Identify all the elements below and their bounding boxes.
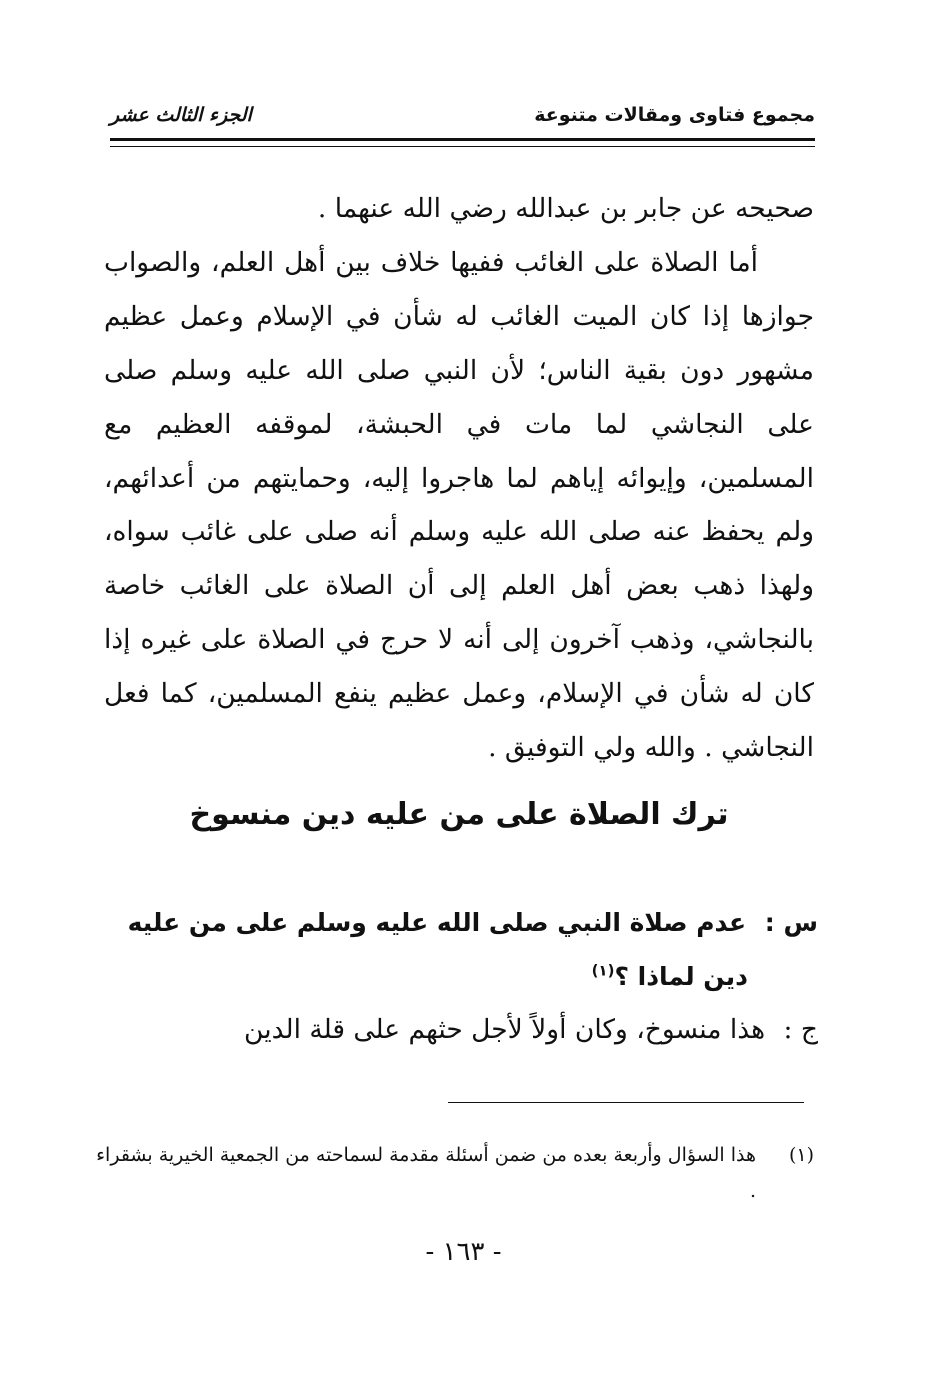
- question-line-1: [98, 896, 818, 950]
- answer-line-1: [98, 1004, 818, 1056]
- question: [98, 896, 818, 1004]
- body-text: [104, 182, 814, 775]
- answer-text: هذا منسوخ، وكان أولاً لأجل حثهم على قلة الدين: [244, 1014, 766, 1045]
- answer: [98, 1004, 818, 1056]
- question-prefix: س :: [764, 908, 818, 937]
- header-rule-thin: [110, 146, 815, 147]
- question-line-2: [98, 950, 818, 1004]
- page-number: - ١٦٣ -: [425, 1237, 502, 1267]
- volume-label: الجزء الثالث عشر: [110, 104, 252, 126]
- running-header: [110, 100, 815, 134]
- question-text-line-2: دين لماذا ؟: [614, 962, 748, 991]
- footnote-number: (١): [788, 1144, 814, 1166]
- series-title: مجموع فتاوى ومقالات متنوعة: [534, 104, 815, 126]
- section-title: ترك الصلاة على من عليه دين منسوخ: [189, 797, 729, 832]
- footnote-text: هذا السؤال وأربعة بعده من ضمن أسئلة مقدمة لسماحته من الجمعية الخيرية بشقراء .: [96, 1144, 756, 1202]
- footnote-separator: [448, 1102, 804, 1103]
- answer-prefix: ج :: [783, 1014, 818, 1045]
- header-rule-thick: [110, 138, 815, 141]
- body-paragraph-2: أما الصلاة على الغائب ففيها خلاف بين أهل العلم، والصواب جوازها إذا كان الميت الغائب له شأن في الإسلام وعمل عظيم مشهور دون بقية الناس؛ لأن النبي صلى الله عليه وسلم صلى على النجاشي لما مات في الحبشة، لموقفه العظيم مع المسلمين، وإيوائه إياهم لما هاجروا إليه، وحمايتهم من أعدائهم، ولم يحفظ عنه صلى الله عليه وسلم أنه صلى على غائب سواه، ولهذا ذهب بعض أهل العلم إلى أن الصلاة على الغائب خاصة بالنجاشي، وذهب آخرون إلى أنه لا حرج في الصلاة على غيره إذا كان له شأن في الإسلام، وعمل عظيم ينفع المسلمين، كما فعل النجاشي . والله ولي التوفيق .: [104, 246, 814, 764]
- footnote-reference[interactable]: (١): [591, 961, 615, 980]
- footnote: [96, 1137, 814, 1209]
- body-paragraph-1: صحيحه عن جابر بن عبدالله رضي الله عنهما .: [317, 193, 814, 224]
- question-text-line-1: عدم صلاة النبي صلى الله عليه وسلم على من عليه: [127, 908, 747, 937]
